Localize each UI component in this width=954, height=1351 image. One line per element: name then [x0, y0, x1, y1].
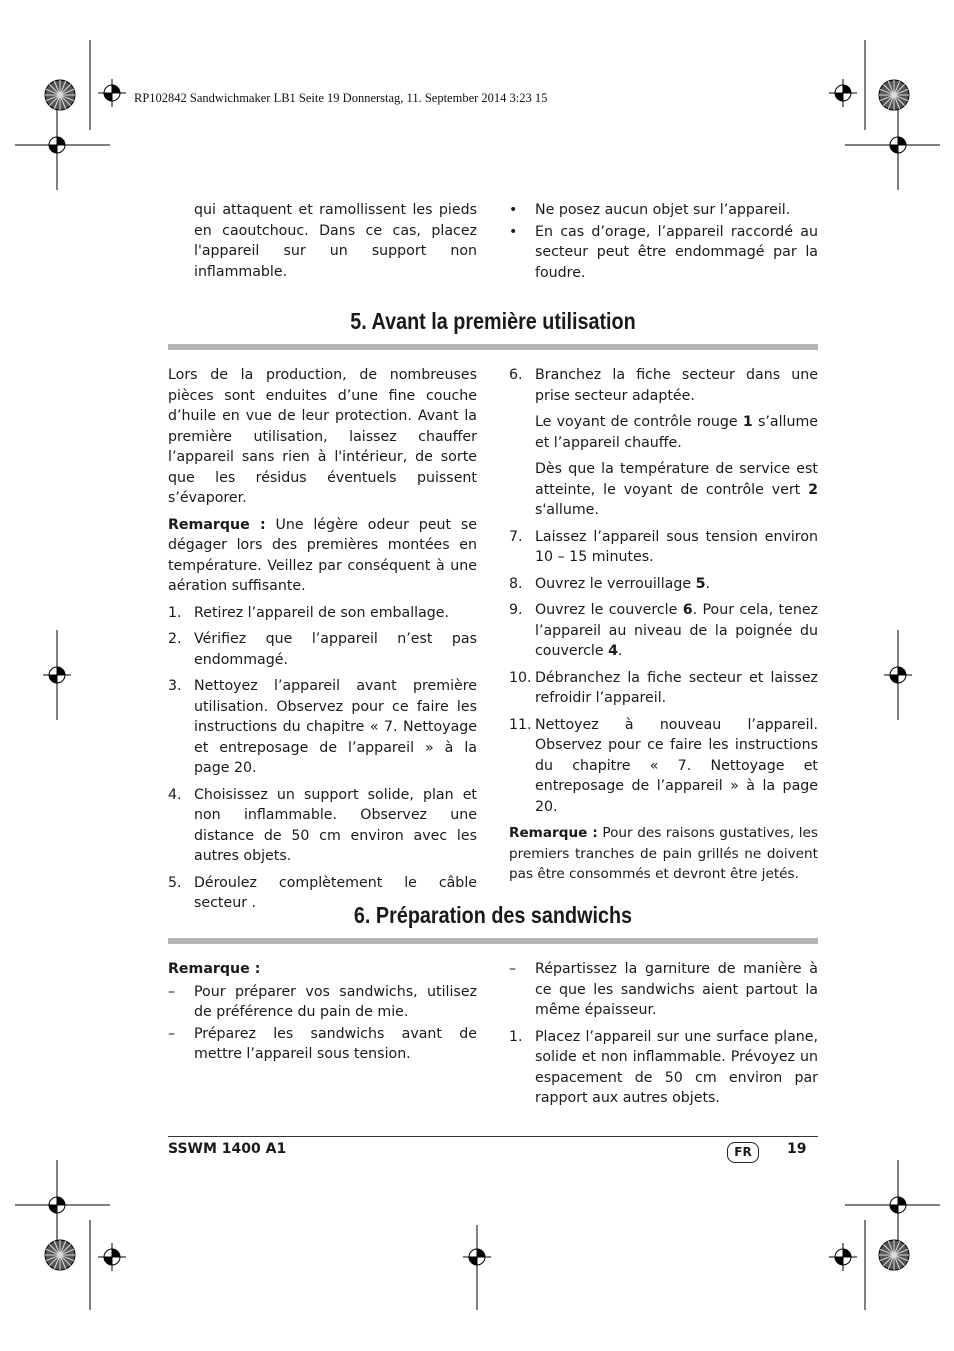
list-item: 9. Ouvrez le couvercle 6. Pour cela, tenez l’appareil au niveau de la poignée du couvercle 4. [509, 602, 818, 659]
section5-left-column [168, 365, 477, 920]
list-item: • Ne posez aucun objet sur l’appareil. [509, 200, 818, 221]
model-number: SSWM 1400 A1 [168, 1141, 287, 1157]
footer-rule [168, 1136, 818, 1137]
top-right-column [509, 200, 818, 289]
list-item: 5. Déroulez complètement le câble secteur . [168, 874, 477, 911]
bullet-mark: • [509, 223, 518, 240]
list-item: 2. Vérifiez que l’appareil n’est pas endommagé. [168, 631, 477, 668]
bullet-mark: • [509, 202, 518, 218]
top-left-column [168, 200, 477, 288]
section5-right-column [509, 365, 818, 891]
list-item: 4. Choisissez un support solide, plan et non inflammable. Observez une distance de 50 cm environ avec les autres objets. [168, 786, 477, 864]
continued-paragraph: qui attaquent et ramollissent les pieds en caoutchouc. Dans ce cas, placez l'appareil sur un support non inflammable. [194, 202, 477, 280]
page-number: 19 [787, 1141, 807, 1157]
section6-right-column [509, 959, 818, 1115]
list-item: • En cas d’orage, l’appareil raccordé au secteur peut être endommagé par la foudre. [509, 223, 818, 281]
language-badge: FR [727, 1142, 759, 1163]
remark-paragraph: Remarque : Pour des raisons gustatives, les premiers tranches de pain grillés ne doivent pas être consommés et devront être jetés. [509, 825, 818, 882]
intro-paragraph: Lors de la production, de nombreuses pièces sont enduites d’une fine couche d’huile en vue de leur protection. Avant la première utilisation, laissez chauffer l’appareil sans rien à l'intérieur, de sorte que les résidus éventuels puissent s’évaporer. [168, 367, 477, 506]
section-rule [168, 938, 818, 944]
step-detail: Dès que la température de service est atteinte, le voyant de contrôle vert 2 s'allume. [535, 461, 818, 518]
list-item: 1. Placez l’appareil sur une surface plane, solide et non inflammable. Prévoyez un espacement de 50 cm environ par rapport aux autres objets. [509, 1028, 818, 1106]
remark-heading: Remarque : [168, 961, 261, 977]
print-slug: RP102842 Sandwichmaker LB1 Seite 19 Donnerstag, 11. September 2014 3:23 15 [134, 91, 548, 105]
list-item: – Pour préparer vos sandwichs, utilisez de préférence du pain de mie. [168, 983, 477, 1020]
section-title: 6. Préparation des sandwichs [353, 902, 633, 928]
section6-left-column [168, 959, 477, 1071]
remark-paragraph: Remarque : Une légère odeur peut se dégager lors des premières montées en température. Veillez par conséquent à une aération suffisante. [168, 516, 477, 594]
section-title: 5. Avant la première utilisation [350, 308, 636, 334]
step-detail: Le voyant de contrôle rouge 1 s’allume et l’appareil chauffe. [535, 414, 818, 451]
list-item: 7. Laissez l’appareil sous tension environ 10 – 15 minutes. [509, 528, 818, 565]
list-item: – Répartissez la garniture de manière à ce que les sandwichs aient partout la même épaisseur. [509, 961, 818, 1018]
list-item: 8. Ouvrez le verrouillage 5. [509, 575, 710, 592]
section-rule [168, 344, 818, 350]
list-item: 3. Nettoyez l’appareil avant première utilisation. Observez pour ce faire les instructions du chapitre « 7. Nettoyage et entreposage de l’appareil » à la page 20. [168, 678, 477, 776]
list-item: 1. Retirez l’appareil de son emballage. [168, 604, 450, 621]
list-item: 11. Nettoyez à nouveau l’appareil. Observez pour ce faire les instructions du chapitre « 7. Nettoyage et entreposage de l’appareil » à la page 20. [509, 716, 818, 815]
list-item: 10. Débranchez la fiche secteur et laissez refroidir l’appareil. [509, 669, 818, 706]
list-item: 6. Branchez la fiche secteur dans une prise secteur adaptée. [509, 367, 818, 404]
list-item: – Préparez les sandwichs avant de mettre l’appareil sous tension. [168, 1025, 477, 1062]
